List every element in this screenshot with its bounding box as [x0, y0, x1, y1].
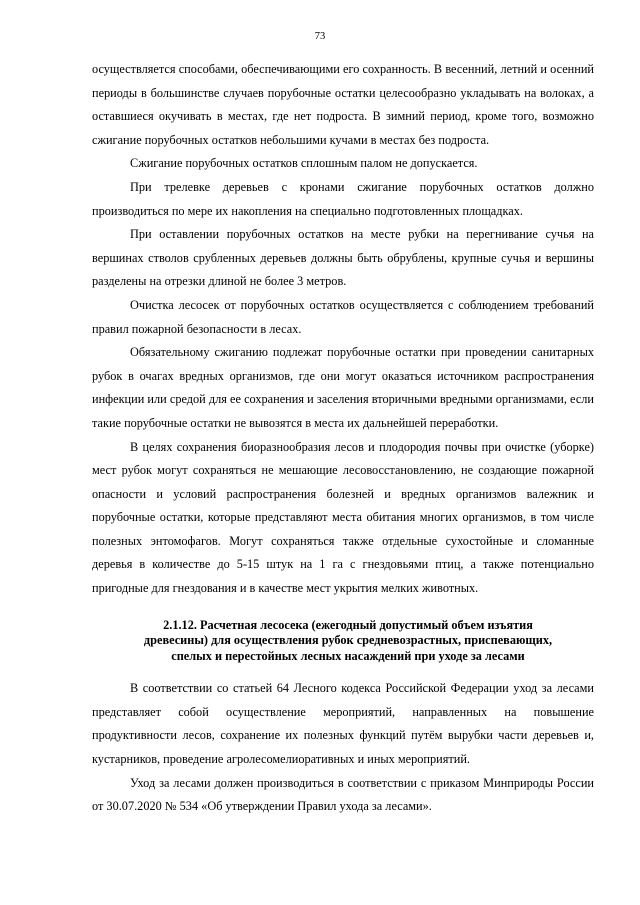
paragraph-forest-care-definition: В соответствии со статьей 64 Лесного кодекса Российской Федерации уход за лесами представляет собой осуществление мероприятий, направленных на повышение продуктивности лесов, сохранение их полезных функций путём вырубки части деревьев и, кустарников, проведение агролесомелиоративных и иных мероприятий. — [92, 681, 594, 766]
page-body — [92, 58, 594, 819]
paragraph-skidding-crowns: При трелевке деревьев с кронами сжигание порубочных остатков должно производиться по мере их накопления на специально подготовленных площадках. — [92, 179, 594, 218]
paragraph-burning-prohibition: Сжигание порубочных остатков сплошным палом не допускается. — [130, 156, 478, 171]
paragraph-mandatory-burning: Обязательному сжиганию подлежат порубочные остатки при проведении санитарных рубок в очагах вредных организмов, где они могут оказаться источником распространения инфекции или средой для ее сохранения и заселения вторичными вредными организмами, если такие порубочные остатки не вывозятся в места их дальнейшей переработки. — [92, 345, 594, 430]
paragraph-forest-care-order: Уход за лесами должен производиться в соответствии с приказом Минприроды России от 30.07.2020 № 534 «Об утверждении Правил ухода за лесами». — [92, 775, 594, 814]
page-number: 73 — [314, 31, 326, 42]
paragraph-leaving-residues: При оставлении порубочных остатков на месте рубки на перегнивание сучья на вершинах стволов срубленных деревьев должны быть обрублены, крупные сучья и вершины разделены на отрезки длиной не более 3 метров. — [92, 227, 594, 289]
paragraph-continuation: осуществляется способами, обеспечивающими его сохранность. В весенний, летний и осенний периоды в большинстве случаев порубочные остатки целесообразно укладывать на волоках, а оставшиеся окучивать в местах, где нет подроста. В зимний период, кроме того, возможно сжигание порубочных остатков небольшими кучами в местах без подроста. — [92, 62, 594, 147]
paragraph-biodiversity: В целях сохранения биоразнообразия лесов и плодородия почвы при очистке (уборке) мест рубок могут сохраняться не мешающие лесовосстановлению, не создающие пожарной опасности и условий распространения болезней и вредных организмов валежник и порубочные остатки, которые представляют места обитания многих организмов, в том числе полезных энтомофагов. Могут сохраняться также отдельные сухостойные и сломанные деревья в количестве до 5-15 штук на 1 га с гнездовьями птиц, а также потенциально пригодные для гнездования и в качестве мест укрытия мелких животных. — [92, 439, 594, 596]
section-heading: 2.1.12. Расчетная лесосека (ежегодный допустимый объем изъятия древесины) для осуществления рубок средневозрастных, приспевающих, спелых и перестойных лесных насаждений при уходе за лесами — [143, 617, 553, 663]
paragraph-fire-safety: Очистка лесосек от порубочных остатков осуществляется с соблюдением требований правил пожарной безопасности в лесах. — [92, 297, 594, 336]
